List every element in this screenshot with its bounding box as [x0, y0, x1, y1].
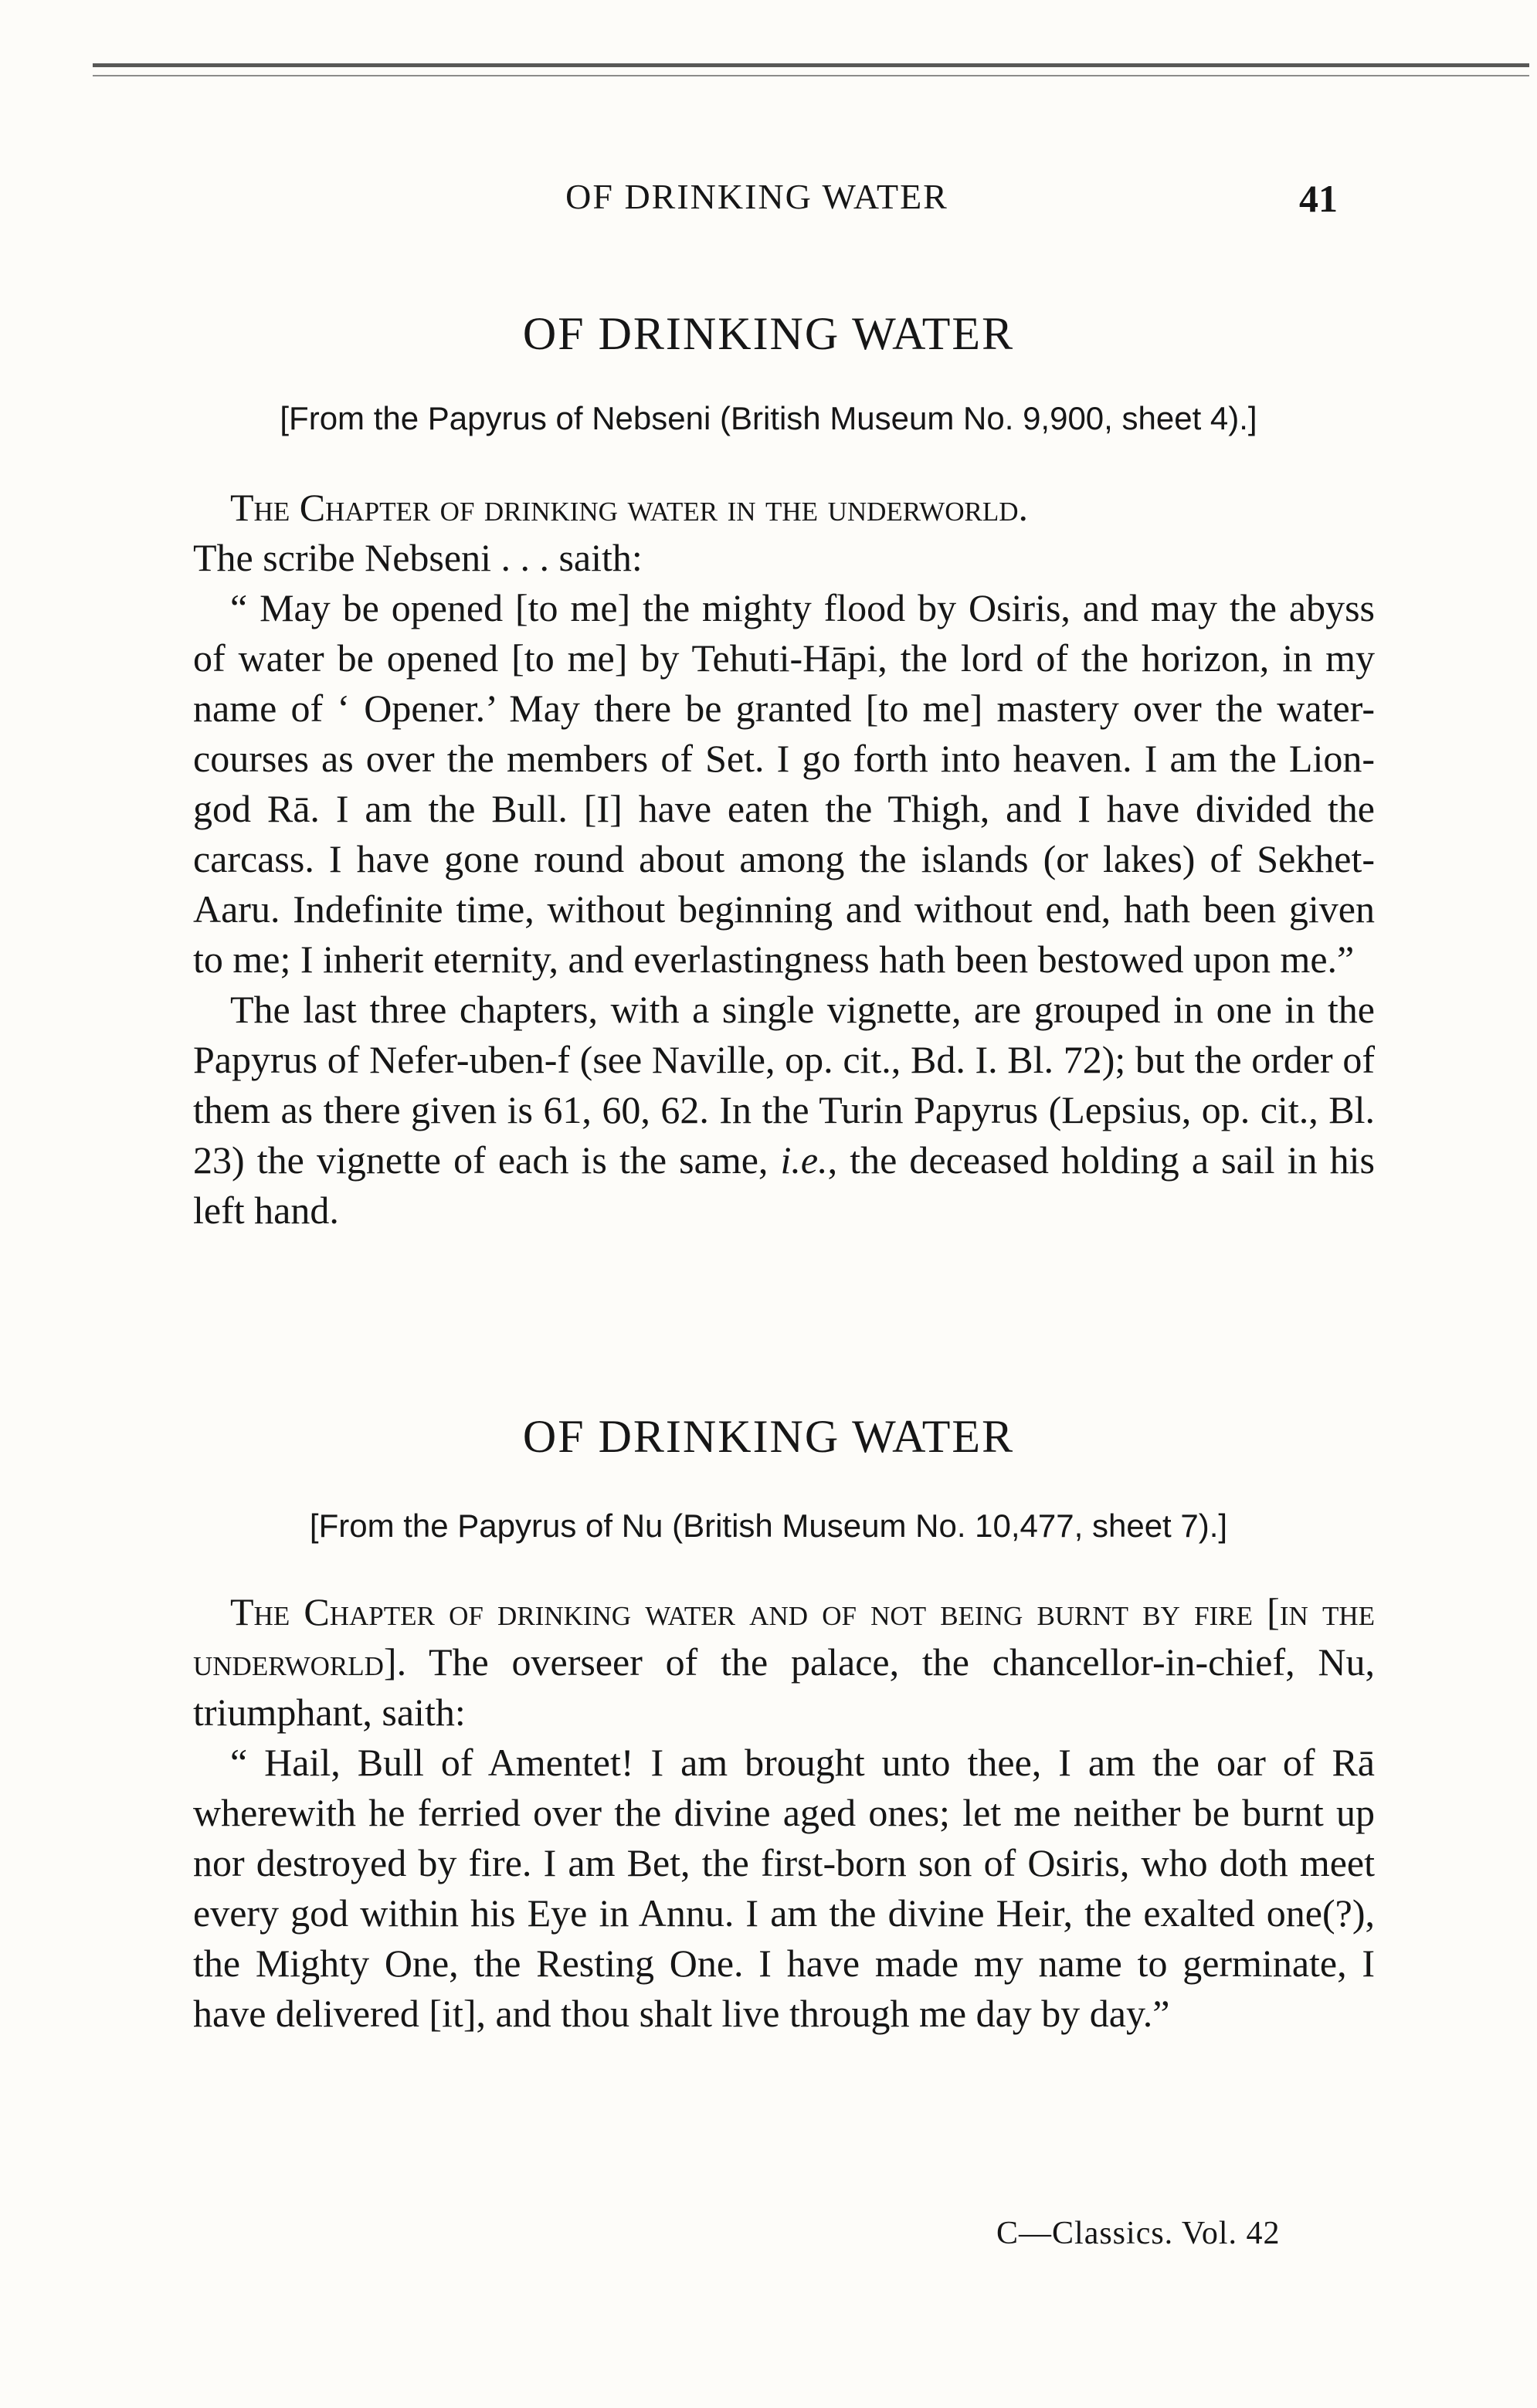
- chapter-title-2: The Chapter of drinking water and of not being burnt by fire [in the underworld]. The overseer of the palace, the chancellor-in-chief, Nu, triumphant, saith:: [193, 1590, 1375, 1734]
- running-head: OF DRINKING WATER: [565, 177, 948, 216]
- source-note-1: [From the Papyrus of Nebseni (British Museum No. 9,900, sheet 4).]: [280, 400, 1257, 436]
- source-note-2: [From the Papyrus of Nu (British Museum No. 10,477, sheet 7).]: [309, 1508, 1228, 1544]
- page-number: 41: [1299, 177, 1338, 220]
- section-2-body: [193, 1587, 1375, 2039]
- commentary-paragraph: The last three chapters, with a single vignette, are grouped in one in the Papyrus of Nefer-uben-f (see Naville, op. cit., Bd. I. Bl. 72); but the order of them as there given is 61, 60, 62. In the Turin Papyrus (Lepsius, op. cit., Bl. 23) the vignette of each is the same, i.e., the deceased holding a sail in his left hand.: [193, 988, 1376, 1232]
- quote-paragraph-2: “ Hail, Bull of Amentet! I am brought unto thee, I am the oar of Rā wherewith he ferried over the divine aged ones; let me neither be burnt up nor destroyed by fire. I am Bet, the first-born son of Osiris, who doth meet every god within his Eye in Annu. I am the divine Heir, the exalted one(?), the Mighty One, the Resting One. I have made my name to germinate, I have delivered [it], and thou shalt live through me day by day.”: [193, 1741, 1375, 2035]
- chapter-title-1: The Chapter of drinking water in the underworld.: [230, 486, 1028, 529]
- intro-line-1: The scribe Nebseni . . . saith:: [193, 536, 643, 579]
- signature-mark: C—Classics. Vol. 42: [996, 2216, 1281, 2251]
- section-1-body: [193, 483, 1375, 1236]
- quote-paragraph-1: “ May be opened [to me] the mighty flood by Osiris, and may the abyss of water be opened [to me] by Tehuti-Hāpi, the lord of the horizon, in my name of ‘ Opener.’ May there be granted [to me] mastery over the water-courses as over the members of Set. I go forth into heaven. I am the Lion-god Rā. I am the Bull. [I] have eaten the Thigh, and I have divided the carcass. I have gone round about among the islands (or lakes) of Sekhet-Aaru. Indefinite time, without beginning and without end, hath been given to me; I inherit eternity, and everlastingness hath been bestowed upon me.”: [193, 586, 1375, 981]
- section-heading-2: OF DRINKING WATER: [522, 1411, 1015, 1462]
- top-scan-rule: [93, 63, 1529, 76]
- section-heading-1: OF DRINKING WATER: [522, 308, 1015, 359]
